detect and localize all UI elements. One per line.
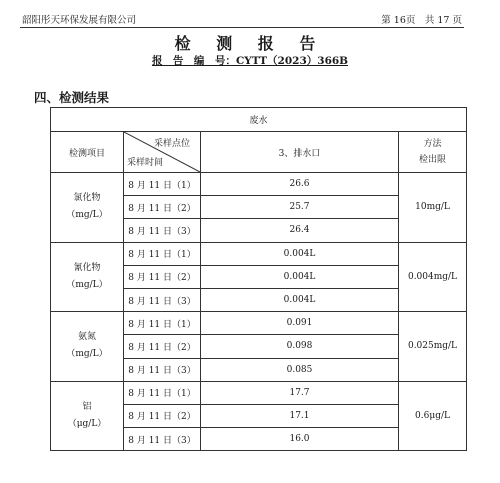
result-value-cell: 25.7: [201, 196, 399, 219]
report-number-label: 报 告 编 号：: [151, 55, 236, 67]
company-name: 韶阳彤天环保发展有限公司: [22, 15, 137, 26]
header-row: [51, 132, 467, 173]
item-unit: （mg/L）: [66, 279, 108, 290]
report-title: 检 测 报 告: [174, 34, 326, 53]
item-name: 氨氮: [77, 332, 96, 343]
sample-time-cell: 8 月 11 日（2）: [124, 196, 201, 219]
header-time: 采样时间: [127, 158, 164, 168]
item-unit: （mg/L）: [66, 349, 108, 360]
header-method-line2: 检出限: [419, 155, 447, 165]
sample-time-cell: 8 月 11 日（1）: [124, 242, 201, 265]
detection-limit-cell: 0.025mg/L: [399, 312, 467, 382]
header-item: 检测项目: [51, 132, 124, 173]
sample-time-cell: 8 月 11 日（1）: [124, 381, 201, 404]
result-value-cell: 26.4: [201, 219, 399, 242]
item-unit: （mg/L）: [66, 210, 108, 221]
sample-time-cell: 8 月 11 日（1）: [124, 312, 201, 335]
sample-time-cell: 8 月 11 日（3）: [124, 358, 201, 381]
detection-limit-cell: 0.6μg/L: [399, 381, 467, 451]
report-number-value: CYTT（2023）366B: [235, 55, 349, 67]
sample-time-cell: 8 月 11 日（1）: [124, 173, 201, 196]
result-value-cell: 26.6: [201, 173, 399, 196]
header-point: 采样点位: [153, 139, 190, 149]
result-value-cell: 0.004L: [201, 242, 399, 265]
page-number: 第 16页 共 17 页: [381, 15, 462, 26]
result-value-cell: 17.1: [201, 404, 399, 427]
result-value-cell: 0.004L: [201, 265, 399, 288]
table-row: [51, 312, 467, 335]
header-rule: [20, 27, 464, 28]
sample-time-cell: 8 月 11 日（3）: [124, 428, 201, 451]
section-title: 四、检测结果: [34, 90, 110, 105]
result-value-cell: 0.098: [201, 335, 399, 358]
item-name: 氯化物: [73, 193, 101, 204]
result-value-cell: 0.091: [201, 312, 399, 335]
sample-time-cell: 8 月 11 日（2）: [124, 404, 201, 427]
result-value-cell: 17.7: [201, 381, 399, 404]
header-method-line1: 方法: [423, 139, 442, 149]
item-unit: （μg/L）: [67, 418, 107, 429]
results-table: [50, 107, 467, 451]
result-value-cell: 0.085: [201, 358, 399, 381]
table-row: [51, 381, 467, 404]
detection-limit-cell: 10mg/L: [399, 173, 467, 243]
result-value-cell: 16.0: [201, 428, 399, 451]
category-row: [51, 108, 467, 132]
item-name-cell: [51, 381, 124, 451]
category-cell: 废水: [51, 108, 467, 132]
table-row: [51, 242, 467, 265]
sample-time-cell: 8 月 11 日（3）: [124, 219, 201, 242]
item-name-cell: [51, 312, 124, 382]
sample-time-cell: 8 月 11 日（2）: [124, 265, 201, 288]
header-site: 3、排水口: [201, 132, 399, 173]
table-row: [51, 173, 467, 196]
result-value-cell: 0.004L: [201, 288, 399, 311]
results-table-body: [51, 108, 467, 451]
item-name: 氰化物: [73, 262, 101, 273]
item-name-cell: [51, 242, 124, 312]
item-name-cell: [51, 173, 124, 243]
report-number: [0, 53, 500, 68]
header-method: [399, 132, 467, 173]
item-name: 铝: [82, 401, 92, 412]
header-point-time: [124, 132, 201, 173]
sample-time-cell: 8 月 11 日（2）: [124, 335, 201, 358]
detection-limit-cell: 0.004mg/L: [399, 242, 467, 312]
sample-time-cell: 8 月 11 日（3）: [124, 288, 201, 311]
